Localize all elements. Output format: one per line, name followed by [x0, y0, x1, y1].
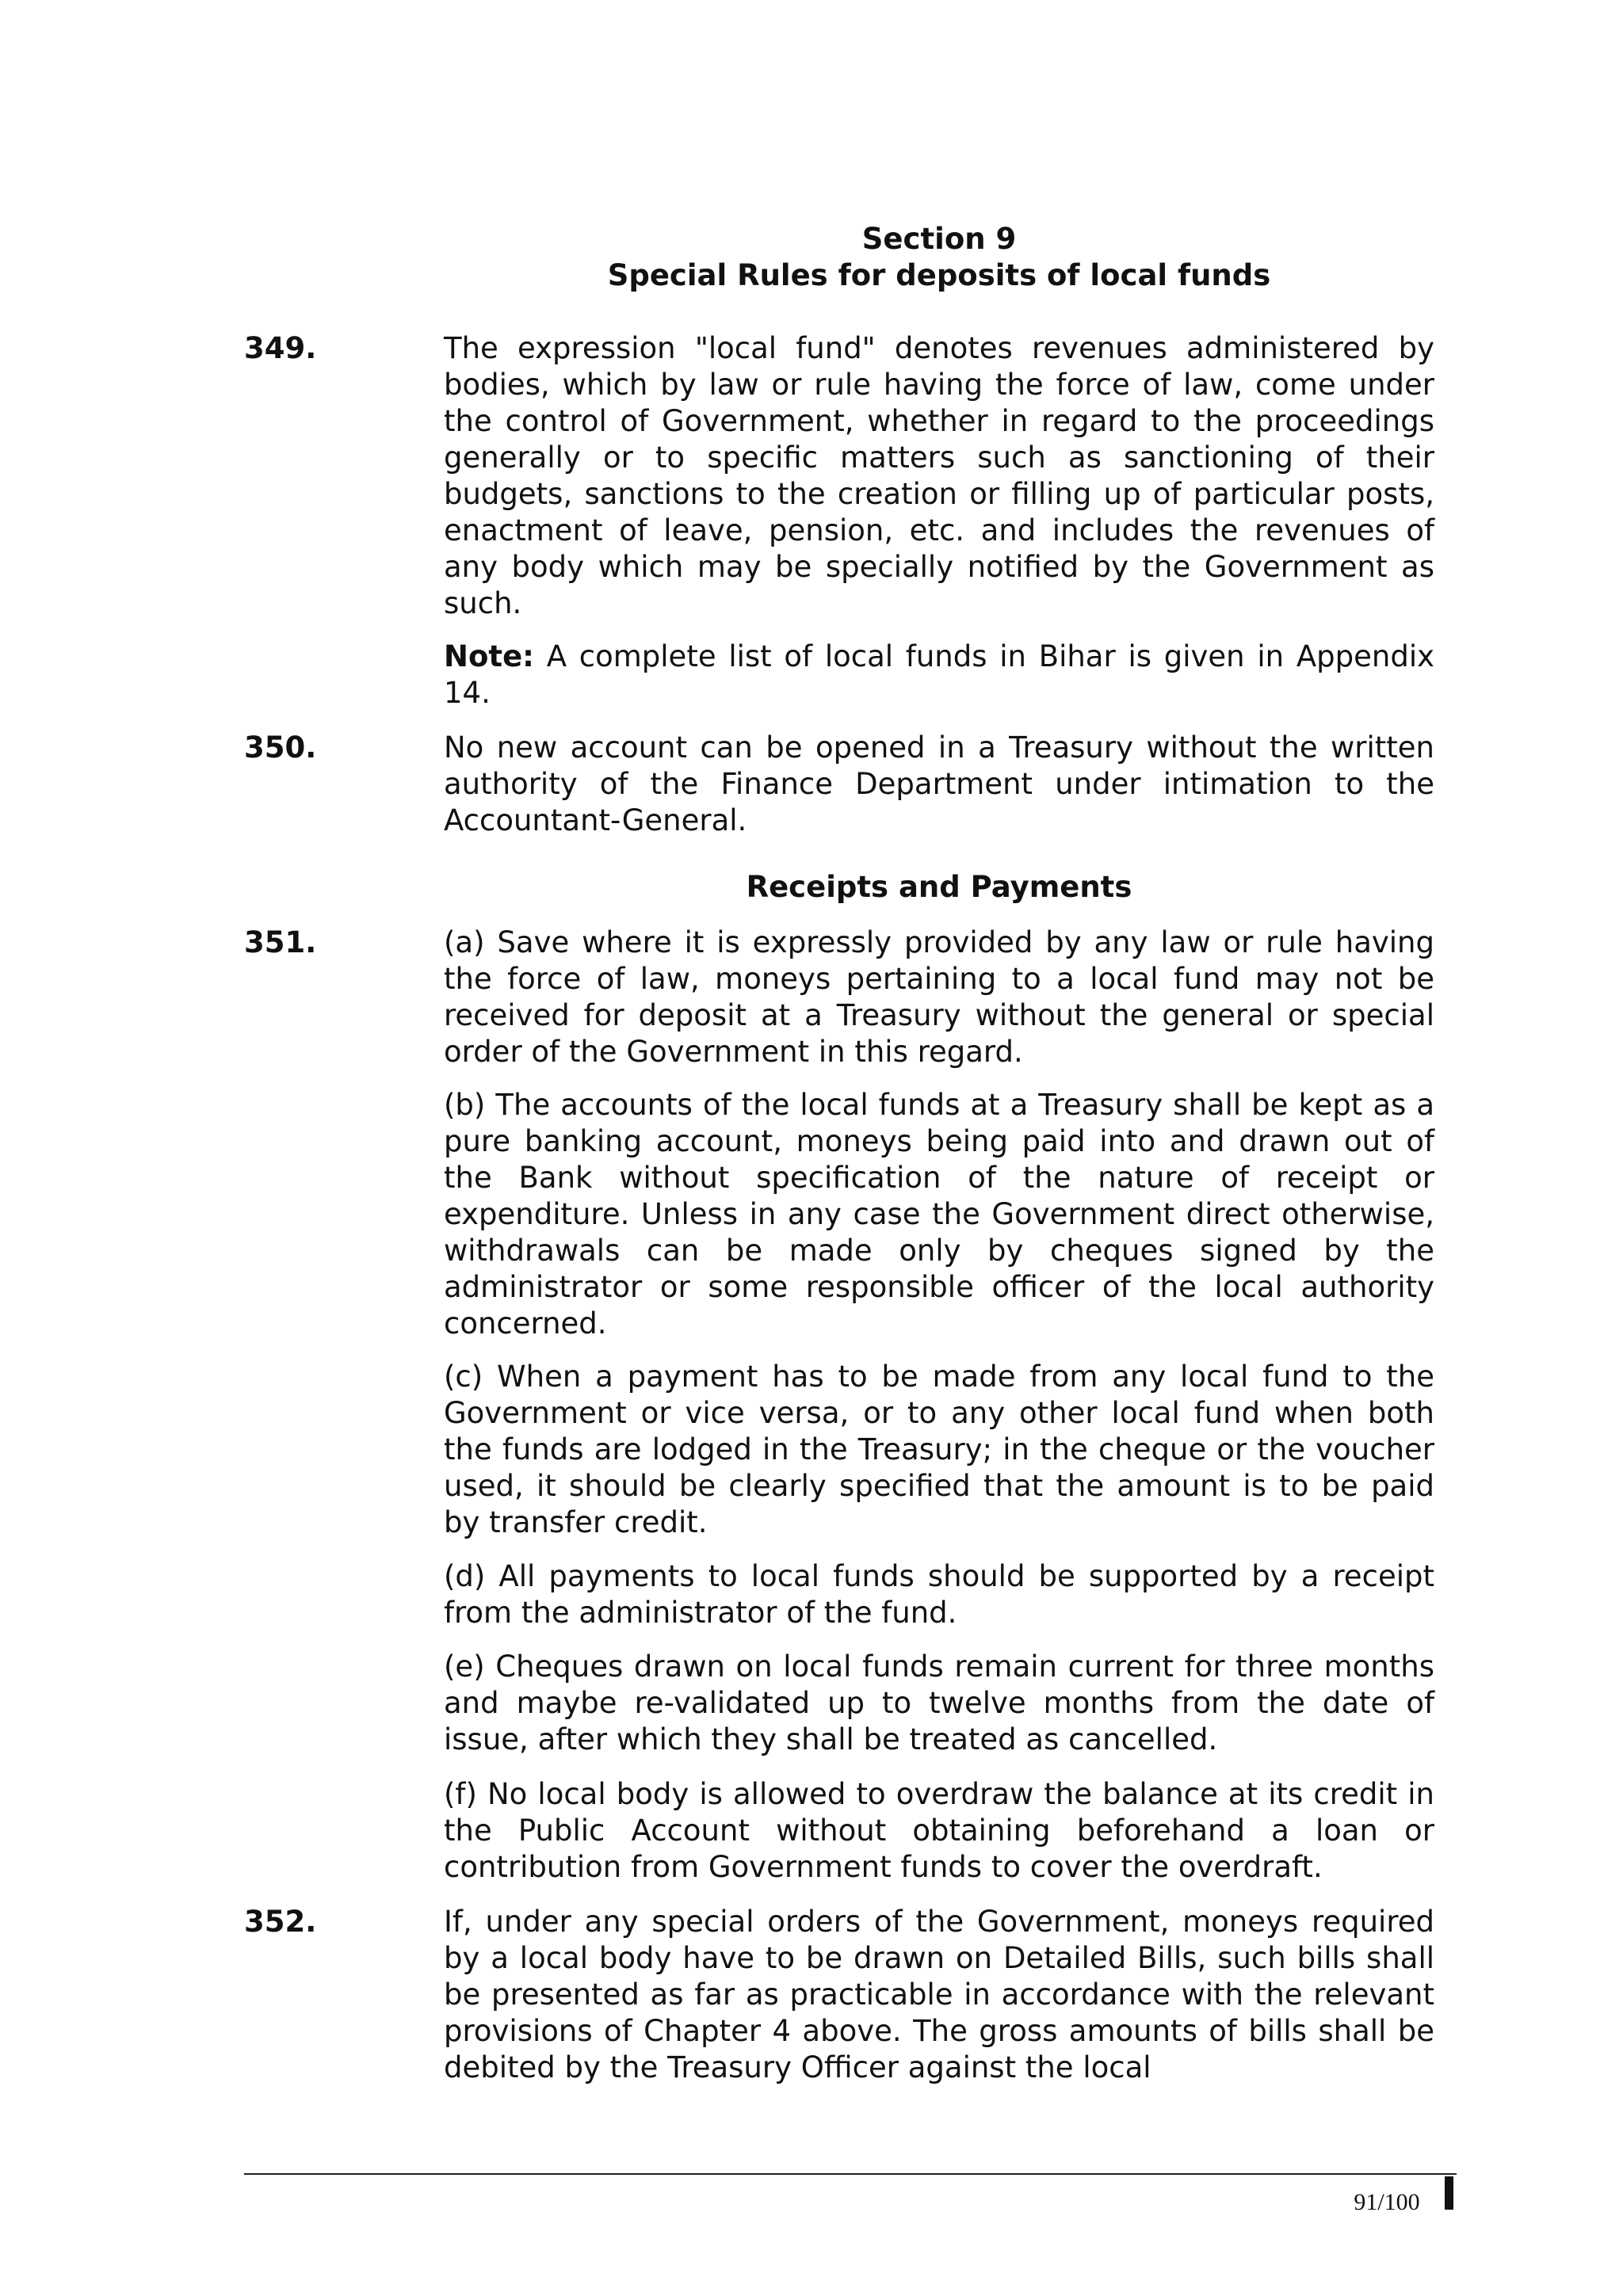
receipts-payments-heading: Receipts and Payments	[746, 870, 1132, 904]
rule-352-text: If, under any special orders of the Government, moneys required by a local body have to be drawn on Detailed Bills, such bills shall be presented as far as practicable in accordance with the relevant provisions of Chapter 4 above. The gross amounts of bills shall be debited by the Treasury Officer against the local	[444, 1905, 1434, 2084]
page-marker-bar	[1445, 2176, 1453, 2210]
note-label: Note:	[444, 639, 534, 673]
rule-350-text: No new account can be opened in a Treasury without the written authority of the Finance Department under intimation to the Accountant-General.	[444, 730, 1434, 837]
section-title: Section 9	[861, 222, 1017, 256]
rule-number-351: 351.	[244, 925, 317, 959]
page-number: 91/100	[1354, 2189, 1420, 2215]
rule-351-clause-d: (d) All payments to local funds should be supported by a receipt from the administrator of the fund.	[444, 1559, 1434, 1630]
footer-divider	[244, 2173, 1457, 2175]
rule-349-note	[444, 639, 1434, 711]
rule-number-349: 349.	[244, 331, 317, 365]
rule-number-352: 352.	[244, 1905, 317, 1939]
rule-351-clause-c: (c) When a payment has to be made from any local fund to the Government or vice versa, or to any other local fund when both the funds are lodged in the Treasury; in the cheque or the voucher used, it should be clearly specified that the amount is to be paid by transfer credit.	[444, 1360, 1434, 1539]
rule-351-clause-a: (a) Save where it is expressly provided by any law or rule having the force of law, moneys pertaining to a local fund may not be received for deposit at a Treasury without the general or special order of the Government in this regard.	[444, 925, 1434, 1069]
note-text: A complete list of local funds in Bihar is given in Appendix 14.	[444, 639, 1434, 710]
rule-number-350: 350.	[244, 730, 317, 765]
rule-351-clause-e: (e) Cheques drawn on local funds remain current for three months and maybe re-validated up to twelve months from the date of issue, after which they shall be treated as cancelled.	[444, 1650, 1434, 1756]
rule-351-clause-b: (b) The accounts of the local funds at a Treasury shall be kept as a pure banking account, moneys being paid into and drawn out of the Bank without specification of the nature of receipt or expenditure. Unless in any case the Government direct otherwise, withdrawals can be made only by cheques signed by the administrator or some responsible officer of the local authority concerned.	[444, 1088, 1434, 1341]
rule-349-text: The expression "local fund" denotes revenues administered by bodies, which by law or rule having the force of law, come under the control of Government, whether in regard to the proceedings generally or to specific matters such as sanctioning of their budgets, sanctions to the creation or filling up of particular posts, enactment of leave, pension, etc. and includes the revenues of any body which may be specially notified by the Government as such.	[444, 331, 1434, 620]
rule-351-clause-f: (f) No local body is allowed to overdraw the balance at its credit in the Public Account without obtaining beforehand a loan or contribution from Government funds to cover the overdraft.	[444, 1777, 1434, 1884]
section-subtitle: Special Rules for deposits of local funds	[607, 258, 1271, 292]
